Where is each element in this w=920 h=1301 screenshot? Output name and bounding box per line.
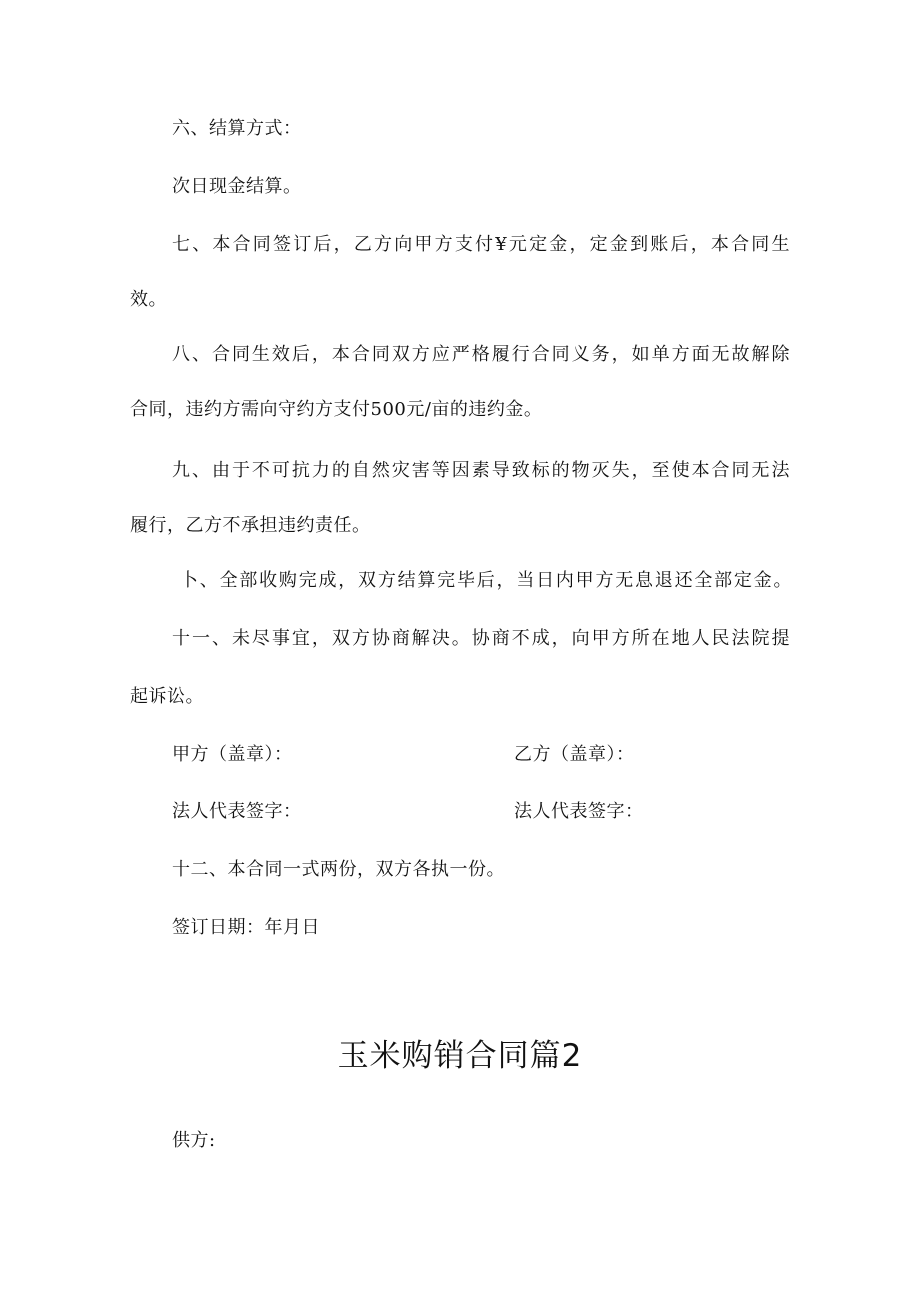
section-11-line-2: 起诉讼。 — [130, 686, 204, 707]
section-11-line-1: 十一、未尽事宜，双方协商解决。协商不成，向甲方所在地人民法院提 — [172, 628, 790, 649]
section-9-line-2: 履行，乙方不承担违约责任。 — [130, 515, 371, 536]
section-8-line-1: 八、合同生效后，本合同双方应严格履行合同义务，如单方面无故解除 — [172, 344, 790, 365]
section-12-line-1: 十二、本合同一式两份，双方各执一份。 — [172, 859, 505, 880]
section-6-title: 六、结算方式： — [172, 118, 302, 139]
section-6-body: 次日现金结算。 — [172, 176, 302, 197]
supplier-label: 供方: — [172, 1130, 216, 1151]
party-a-seal-label: 甲方（盖章）： — [172, 744, 293, 765]
contract-2-heading: 玉米购销合同篇2 — [337, 1038, 583, 1074]
section-8-line-2: 合同，违约方需向守约方支付500元/亩的违约金。 — [130, 399, 543, 420]
party-b-seal-label: 乙方（盖章）： — [514, 744, 635, 765]
section-9-line-1: 九、由于不可抗力的自然灾害等因素导致标的物灭失，至使本合同无法 — [172, 460, 790, 481]
section-10-line-1: 卜、全部收购完成，双方结算完毕后，当日内甲方无息退还全部定金。 — [180, 570, 792, 591]
section-7-line-2: 效。 — [130, 289, 167, 310]
sign-date-label: 签订日期：年月日 — [172, 917, 320, 938]
party-a-rep-label: 法人代表签字： — [172, 801, 302, 822]
section-7-line-1: 七、本合同签订后，乙方向甲方支付¥元定金，定金到账后，本合同生 — [172, 234, 790, 255]
party-b-rep-label: 法人代表签字： — [514, 801, 644, 822]
